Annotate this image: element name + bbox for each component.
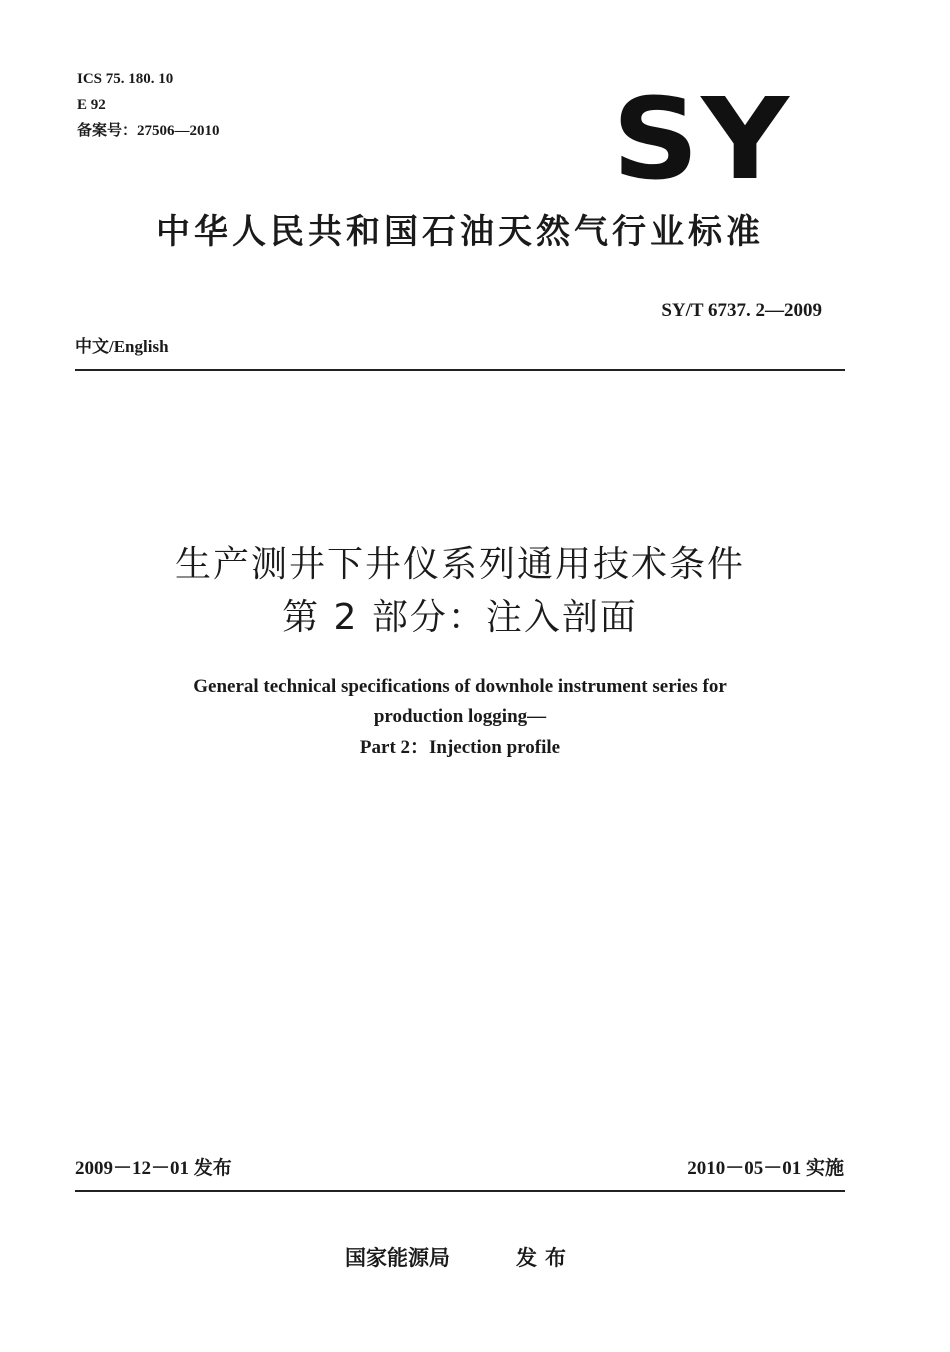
title-cn-line1: 生产测井下井仪系列通用技术条件 [174, 544, 745, 585]
standard-number: SY/T 6737. 2—2009 [661, 300, 822, 321]
filing-number: 备案号：27506—2010 [77, 123, 220, 139]
sy-logo: SY [612, 75, 792, 205]
publisher-action: 发布 [516, 1246, 574, 1270]
issue-date: 2009－12－01 发布 [75, 1158, 232, 1179]
title-cn-line2: 第 2 部分：注入剖面 [282, 597, 638, 638]
implementation-date: 2010－05－01 实施 [687, 1158, 844, 1179]
title-en-line1: General technical specifications of downhole instrument series for [193, 676, 727, 697]
publisher-name: 国家能源局 [345, 1246, 450, 1270]
title-en-line3: Part 2：Injection profile [359, 737, 561, 758]
ccs-code: E 92 [77, 97, 106, 113]
ics-code: ICS 75. 180. 10 [77, 71, 174, 87]
title-en-line2: production logging— [373, 706, 547, 727]
bottom-divider [75, 1190, 845, 1192]
top-divider [75, 369, 845, 371]
language-label: 中文/English [75, 337, 169, 356]
organization-title: 中华人民共和国石油天然气行业标准 [156, 212, 764, 252]
